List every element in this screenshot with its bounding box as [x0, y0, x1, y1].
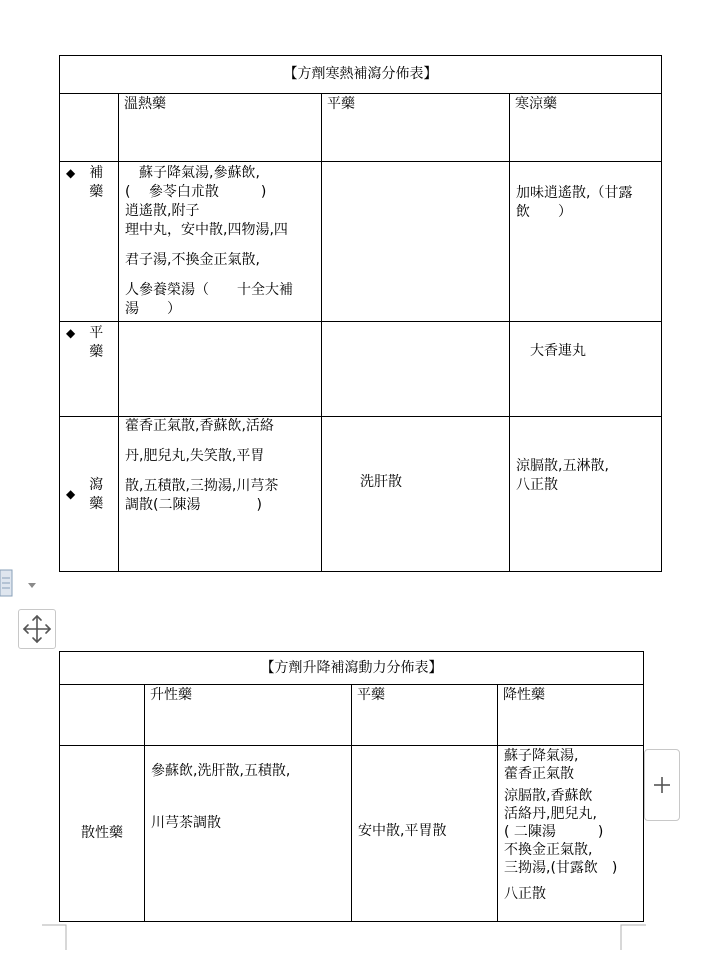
diamond-bullet-icon: ◆	[66, 326, 76, 340]
formula-line: 湯 ）	[125, 301, 181, 317]
label-char: 瀉	[89, 477, 104, 493]
formula-line: 川芎茶調散	[151, 815, 221, 831]
label-char: 藥	[89, 344, 104, 360]
header-warm[interactable]: 溫熱藥	[119, 94, 322, 162]
header-neutral[interactable]: 平藥	[352, 685, 498, 746]
table1-title[interactable]: 【方劑寒熱補瀉分佈表】	[60, 56, 662, 94]
formula-line: 大香連丸	[530, 343, 586, 359]
table2-title[interactable]: 【方劑升降補瀉動力分佈表】	[60, 652, 644, 685]
cell-purge-cold[interactable]	[510, 417, 662, 572]
formula-line: 不換金正氣散,	[504, 842, 593, 858]
row-label-purge[interactable]	[60, 417, 119, 572]
formula-line: 參蘇飲,洗肝散,五積散,	[151, 763, 291, 779]
formula-line: 理中丸，安中散,四物湯,四	[125, 222, 288, 238]
plus-icon	[652, 775, 672, 795]
row-label-text: 散性藥	[81, 825, 123, 841]
formula-line: 洗肝散	[360, 473, 402, 490]
formula-line: 調散(二陳湯 )	[125, 497, 262, 513]
cell-dispersing-neutral[interactable]	[352, 746, 498, 922]
cell-neutral-cold[interactable]	[510, 322, 662, 417]
insert-column-button[interactable]	[644, 749, 680, 821]
formula-line: 活絡丹,肥兒丸,	[504, 806, 597, 822]
cell-dispersing-rising[interactable]	[145, 746, 352, 922]
label-char: 藥	[89, 496, 104, 512]
label-char: 平	[89, 325, 104, 341]
cell-neutral-neutral[interactable]	[322, 322, 510, 417]
diamond-bullet-icon: ◆	[66, 166, 76, 180]
label-char: 補	[89, 165, 104, 181]
cell-tonify-neutral[interactable]	[322, 162, 510, 322]
formula-line: 涼膈散,香蘇飲	[504, 788, 593, 804]
cell-tonify-cold[interactable]	[510, 162, 662, 322]
row-label-tonify[interactable]	[60, 162, 119, 322]
formula-line: 人參養榮湯（ 十全大補	[125, 282, 293, 298]
cold-heat-tonify-purge-table	[59, 55, 662, 572]
cell-dispersing-falling[interactable]	[498, 746, 644, 922]
document-icon[interactable]	[0, 568, 14, 598]
formula-line: 八正散	[516, 477, 558, 493]
formula-line: 蘇子降氣湯,參蘇飲,	[125, 165, 260, 181]
formula-line: 飲 ）	[516, 204, 572, 220]
header-neutral[interactable]: 平藥	[322, 94, 510, 162]
cell-neutral-warm[interactable]	[119, 322, 322, 417]
formula-line: ( 參苓白朮散 )	[125, 184, 267, 200]
formula-line: 安中散,平胃散	[358, 823, 447, 839]
formula-line: 加味逍遙散,（甘露	[516, 185, 633, 201]
row-label-dispersing[interactable]	[60, 746, 145, 922]
formula-line: 逍遙散,附子	[125, 203, 200, 219]
row-label-neutral[interactable]	[60, 322, 119, 417]
cell-purge-neutral[interactable]	[322, 417, 510, 572]
cell-tonify-warm[interactable]	[119, 162, 322, 322]
header-falling[interactable]: 降性藥	[498, 685, 644, 746]
table-move-handle[interactable]	[18, 609, 56, 649]
formula-line: 藿香正氣散,香蘇飲,活絡	[125, 418, 274, 434]
formula-line: 八正散	[504, 886, 546, 902]
crop-mark-left	[42, 924, 68, 950]
formula-line: 丹,肥兒丸,失笑散,平胃	[125, 448, 265, 464]
header-rising[interactable]: 升性藥	[145, 685, 352, 746]
crop-mark-right	[620, 924, 646, 950]
table2-corner-cell[interactable]	[60, 685, 145, 746]
rise-fall-dynamics-table	[59, 651, 644, 922]
label-char: 藥	[89, 184, 104, 200]
formula-line: 藿香正氣散	[504, 766, 574, 782]
cell-purge-warm[interactable]	[119, 417, 322, 572]
header-cold[interactable]: 寒涼藥	[510, 94, 662, 162]
move-icon	[19, 610, 55, 648]
diamond-bullet-icon: ◆	[66, 487, 76, 501]
formula-line: 君子湯,不換金正氣散,	[125, 252, 260, 268]
formula-line: ( 二陳湯 )	[504, 824, 604, 840]
table1-corner-cell[interactable]	[60, 94, 119, 162]
formula-line: 散,五積散,三拗湯,川芎茶	[125, 478, 279, 494]
dropdown-arrow-icon[interactable]	[28, 583, 36, 588]
formula-line: 涼膈散,五淋散,	[516, 458, 609, 474]
formula-line: 三拗湯,(甘露飲 )	[504, 860, 618, 876]
formula-line: 蘇子降氣湯,	[504, 748, 579, 764]
